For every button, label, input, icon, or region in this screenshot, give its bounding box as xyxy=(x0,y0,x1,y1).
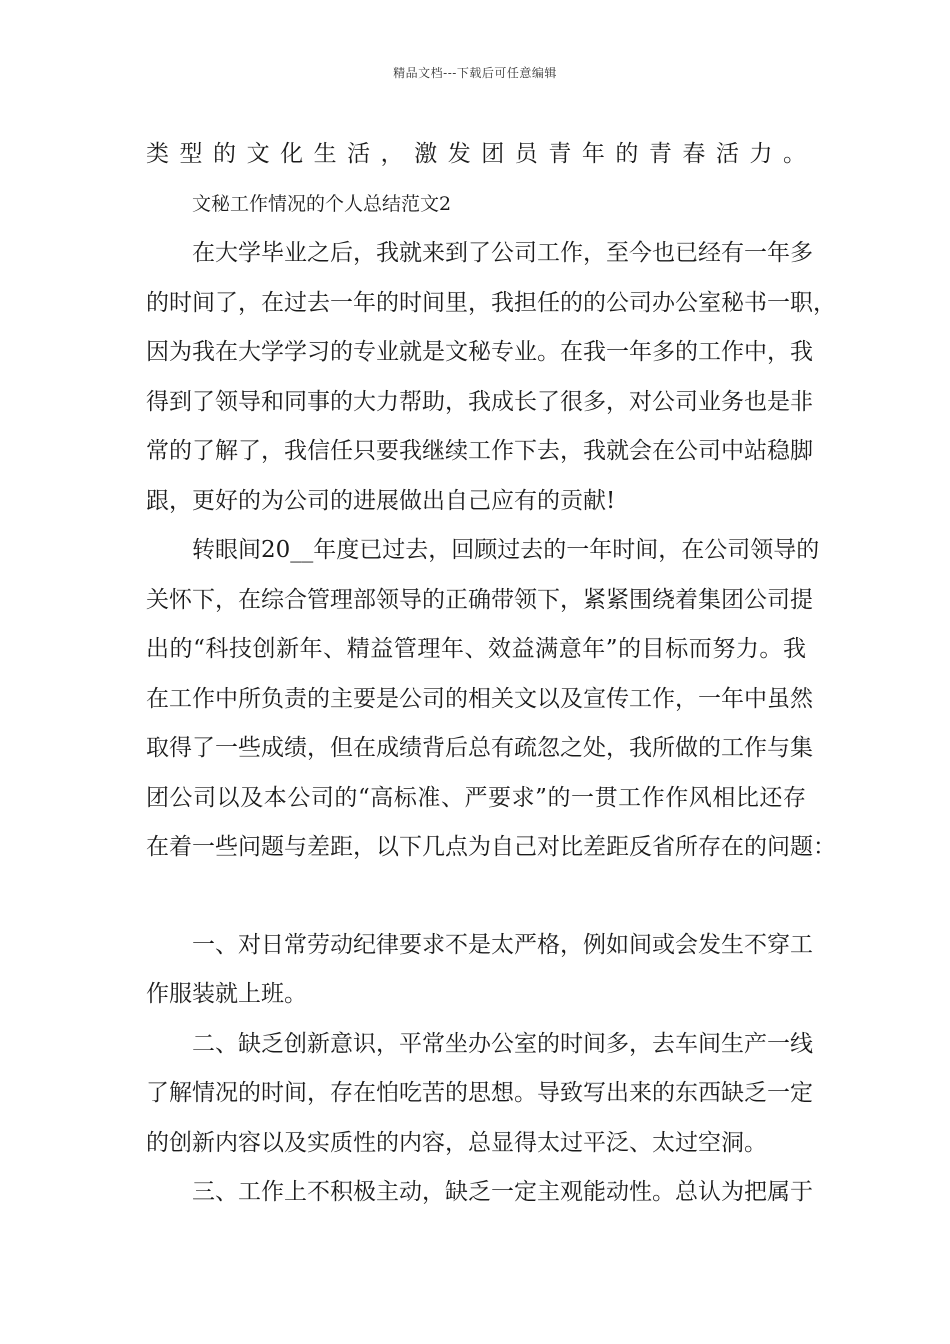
text-line: 得到了领导和同事的大力帮助，我成长了很多，对公司业务也是非 xyxy=(146,388,813,415)
page-header: 精品文档---下载后可任意编辑 xyxy=(393,66,557,80)
text-line: 在工作中所负责的主要是公司的相关文以及宣传工作，一年中虽然 xyxy=(146,685,813,712)
text-line: 的创新内容以及实质性的内容，总显得太过平泛、太过空洞。 xyxy=(146,1129,767,1156)
text-line: 出的“科技创新年、精益管理年、效益满意年”的目标而努力。我 xyxy=(146,636,806,662)
text-line: 在大学毕业之后，我就来到了公司工作，至今也已经有一年多 xyxy=(192,240,813,266)
text-line: 跟，更好的为公司的进展做出自己应有的贡献! xyxy=(146,487,616,514)
text-line: 团公司以及本公司的“高标准、严要求”的一贯工作作风相比还存 xyxy=(146,784,806,811)
text-line: 的时间了，在过去一年的时间里，我担任的的公司办公室秘书一职， xyxy=(146,289,836,316)
text-line: 因为我在大学学习的专业就是文秘专业。在我一年多的工作中，我 xyxy=(146,339,813,365)
paragraph-gap xyxy=(146,873,806,921)
text-line: 作服装就上班。 xyxy=(146,981,307,1007)
text-line: 了解情况的时间，存在怕吃苦的思想。导致写出来的东西缺乏一定 xyxy=(146,1080,813,1106)
text-line: 常的了解了，我信任只要我继续工作下去，我就会在公司中站稳脚 xyxy=(146,438,813,464)
text-line: 二、缺乏创新意识，平常坐办公室的时间多，去车间生产一线 xyxy=(192,1030,813,1057)
text-line: 在着一些问题与差距，以下几点为自己对比差距反省所存在的问题： xyxy=(146,834,836,860)
section-heading: 文秘工作情况的个人总结范文2 xyxy=(192,192,452,215)
text-line: 一、对日常劳动纪律要求不是太严格，例如间或会发生不穿工 xyxy=(192,931,813,958)
text-line: 三、工作上不积极主动，缺乏一定主观能动性。总认为把属于 xyxy=(192,1179,813,1205)
text-line: 关怀下，在综合管理部领导的正确带领下，紧紧围绕着集团公司提 xyxy=(146,586,813,613)
text-line: 转眼间20__年度已过去，回顾过去的一年时间，在公司领导的 xyxy=(192,537,820,563)
text-line: 类型的文化生活，激发团员青年的青春活力。 xyxy=(146,141,806,167)
document-body xyxy=(146,130,836,1218)
text-line: 取得了一些成绩，但在成绩背后总有疏忽之处，我所做的工作与集 xyxy=(146,735,813,761)
